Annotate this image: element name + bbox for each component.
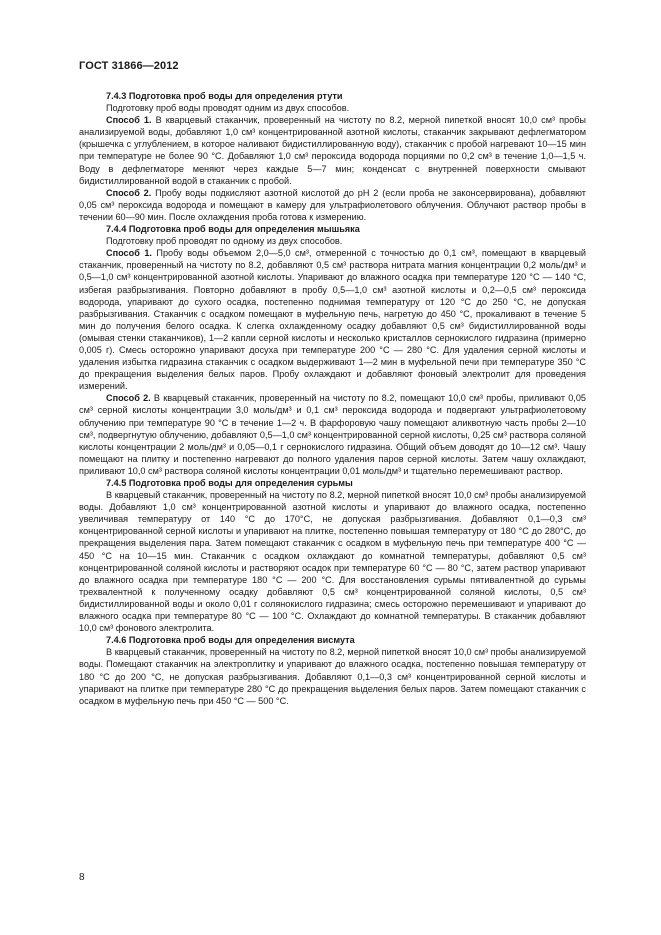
- section-intro: Подготовку проб воды проводят одним из двух способов.: [106, 103, 350, 114]
- section-heading: 7.4.6 Подготовка проб воды для определения висмута: [106, 635, 355, 646]
- method-text: В кварцевый стаканчик, проверенный на чистоту по 8.2, мерной пипеткой вносят 10,0 см³ пробы анализируемой воды, добавляют 1,0 см³ концентрированной азотной кислоты, стаканчик закрывают дефлегматором (крышечка с углублением, в которое наливают бидистиллированную воду), стаканчик с пробой нагревают 10—15 мин при температуре не более 90 °С. Добавляют 1,0 см³ пероксида водорода порциями по 0,2 см³ в течение 1,0—1,5 ч. Воду в дефлегматоре меняют через каждые 5—7 мин; конденсат с внутренней поверхности смывают бидистиллированной водой в стаканчик с пробой.: [79, 115, 586, 186]
- method-text: В кварцевый стаканчик, проверенный на чистоту по 8.2, помещают 10,0 см³ пробы, приливают 0,05 см³ серной кислоты концентрации 3,0 моль/дм³ и 0,1 см³ пероксида водорода и подвергают ультрафиолетовому облучению при температуре 90 °С в течение 1—2 ч. В фарфоровую чашу помещают аликвотную часть пробы 2—10 см³, подвергнутую облучению, добавляют 0,5—1,0 см³ концентрированной серной кислоты, 0,25 см³ раствора соляной кислоты концентрации 2 моль/дм³ и 0,05—0,1 г сернокислого гидразина. Общий объем доводят до 10—12 см³. Чашу помещают на плитку и постепенно нагревают до полного удаления паров серной кислоты. Затем чашу охлаждают, приливают 10,0 см³ раствора соляной кислоты концентрации 0,01 моль/дм³ и тщательно перемешивают раствор.: [79, 393, 586, 476]
- method-text: Пробу воды объемом 2,0—5,0 см³, отмеренной с точностью до 0,1 см³, помещают в кварцевый стаканчик, проверенный на чистоту по 8.2, добавляют 0,5 см³ раствора нитрата магния концентрации 0,2 моль/дм³ и 0,5—1,0 см³ концентрированной азотной кислоты. Упаривают до влажного осадка при температуре 120 °С — 140 °С, избегая разбрызгивания. Повторно добавляют в пробу 0,5—1,0 см³ азотной кислоты и 0,2—0,5 см³ пероксида водорода, упаривают до сухого осадка, постепенно поднимая температуру от 120 °С до 250 °С, не допуская разбрызгивания. Стаканчик с осадком помещают в муфельную печь, нагретую до 450 °С, прокаливают в течение 5 мин до получения белого осадка. К слегка охлажденному осадку добавляют 0,5 см³ бидистиллированной воды (омывая стенки стаканчиков), 1—2 капли серной кислоты и несколько кристаллов сернокислого гидразина (примерно 0,005 г). Смесь осторожно упаривают досуха при температуре 200 °С — 280 °С. Для удаления серной кислоты и удаления избытка гидразина стаканчик с осадком выдерживают 1—2 мин в муфельной печи при температуре 350 °С до прекращения выделения белых паров. Пробу охлаждают и добавляют фоновый электролит для проведения измерений.: [79, 248, 586, 392]
- page-number: 8: [79, 872, 85, 883]
- section-heading: 7.4.5 Подготовка проб воды для определения сурьмы: [106, 478, 353, 488]
- method-paragraph: [79, 392, 586, 477]
- method-paragraph: [79, 114, 586, 187]
- section-paragraph: В кварцевый стаканчик, проверенный на чистоту по 8.2, мерной пипеткой вносят 10,0 см³ пробы анализируемой воды. Добавляют 1,0 см³ концентрированной азотной кислоты и упаривают до влажного осадка, постепенно увеличивая температуру от 140 °С до 170°С, не допуская разбрызгивания. Добавляют 0,1—0,3 см³ концентрированной серной кислоты и упаривают на плитке, постепенно повышая температуру от 180 °С до 280°С, до прекращения выделения пара. Затем помещают стаканчик с осадком в муфельную печь при температуре 400 °С — 450 °С на 10—15 мин. Стаканчик с осадком охлаждают до комнатной температуры, добавляют 0,5 см³ концентрированной соляной кислоты и растворяют осадок при температуре 60 °С — 80 °С, затем раствор упаривают до влажного осадка при температуре 180 °С — 200 °С. Для восстановления сурьмы пятивалентной до сурьмы трехвалентной к полученному осадку добавляют 0,5 см³ концентрированной соляной кислоты, 0,5 см³ бидистиллированной воды и около 0,01 г солянокислого гидразина; смесь осторожно перемешивают и упаривают до влажного осадка при температуре 80 °С — 100 °С. Охлаждают до комнатной температуры. В стаканчик добавляют 10,0 см³ фонового электролита.: [79, 490, 586, 634]
- section-paragraph: В кварцевый стаканчик, проверенный на чистоту по 8.2, мерной пипеткой вносят 10,0 см³ пробы анализируемой воды. Помещают стаканчик на электроплитку и упаривают до влажного осадка, постепенно повышая температуру от 180 °С до 200 °С, не допуская разбрызгивания. Добавляют 0,1—0,3 см³ концентрированной серной кислоты и упаривают на плитке при температуре 280 °С до прекращения выделения белых паров. Затем помещают стаканчик с осадком в муфельную печь при 450 °С — 500 °С.: [79, 647, 586, 706]
- method-label: Способ 2.: [106, 393, 151, 404]
- method-text: Пробу воды подкисляют азотной кислотой до рН 2 (если проба не законсервирована), добавляют 0,05 см³ пероксида водорода и помещают в камеру для ультрафиолетового облучения. Облучают раствор пробы в течении 60—90 мин. После охлаждения проба готова к измерению.: [79, 187, 586, 222]
- document-body: [79, 90, 586, 707]
- method-label: Способ 2.: [106, 187, 152, 198]
- section-heading: 7.4.4 Подготовка проб воды для определения мышьяка: [106, 224, 360, 235]
- section-intro: Подготовку проб проводят по одному из двух способов.: [106, 236, 343, 247]
- method-paragraph: [79, 247, 586, 392]
- method-paragraph: [79, 187, 586, 223]
- section-heading: 7.4.3 Подготовка проб воды для определения ртути: [106, 91, 343, 101]
- method-label: Способ 1.: [106, 115, 152, 126]
- method-label: Способ 1.: [106, 248, 152, 259]
- document-header: ГОСТ 31866—2012: [79, 60, 179, 72]
